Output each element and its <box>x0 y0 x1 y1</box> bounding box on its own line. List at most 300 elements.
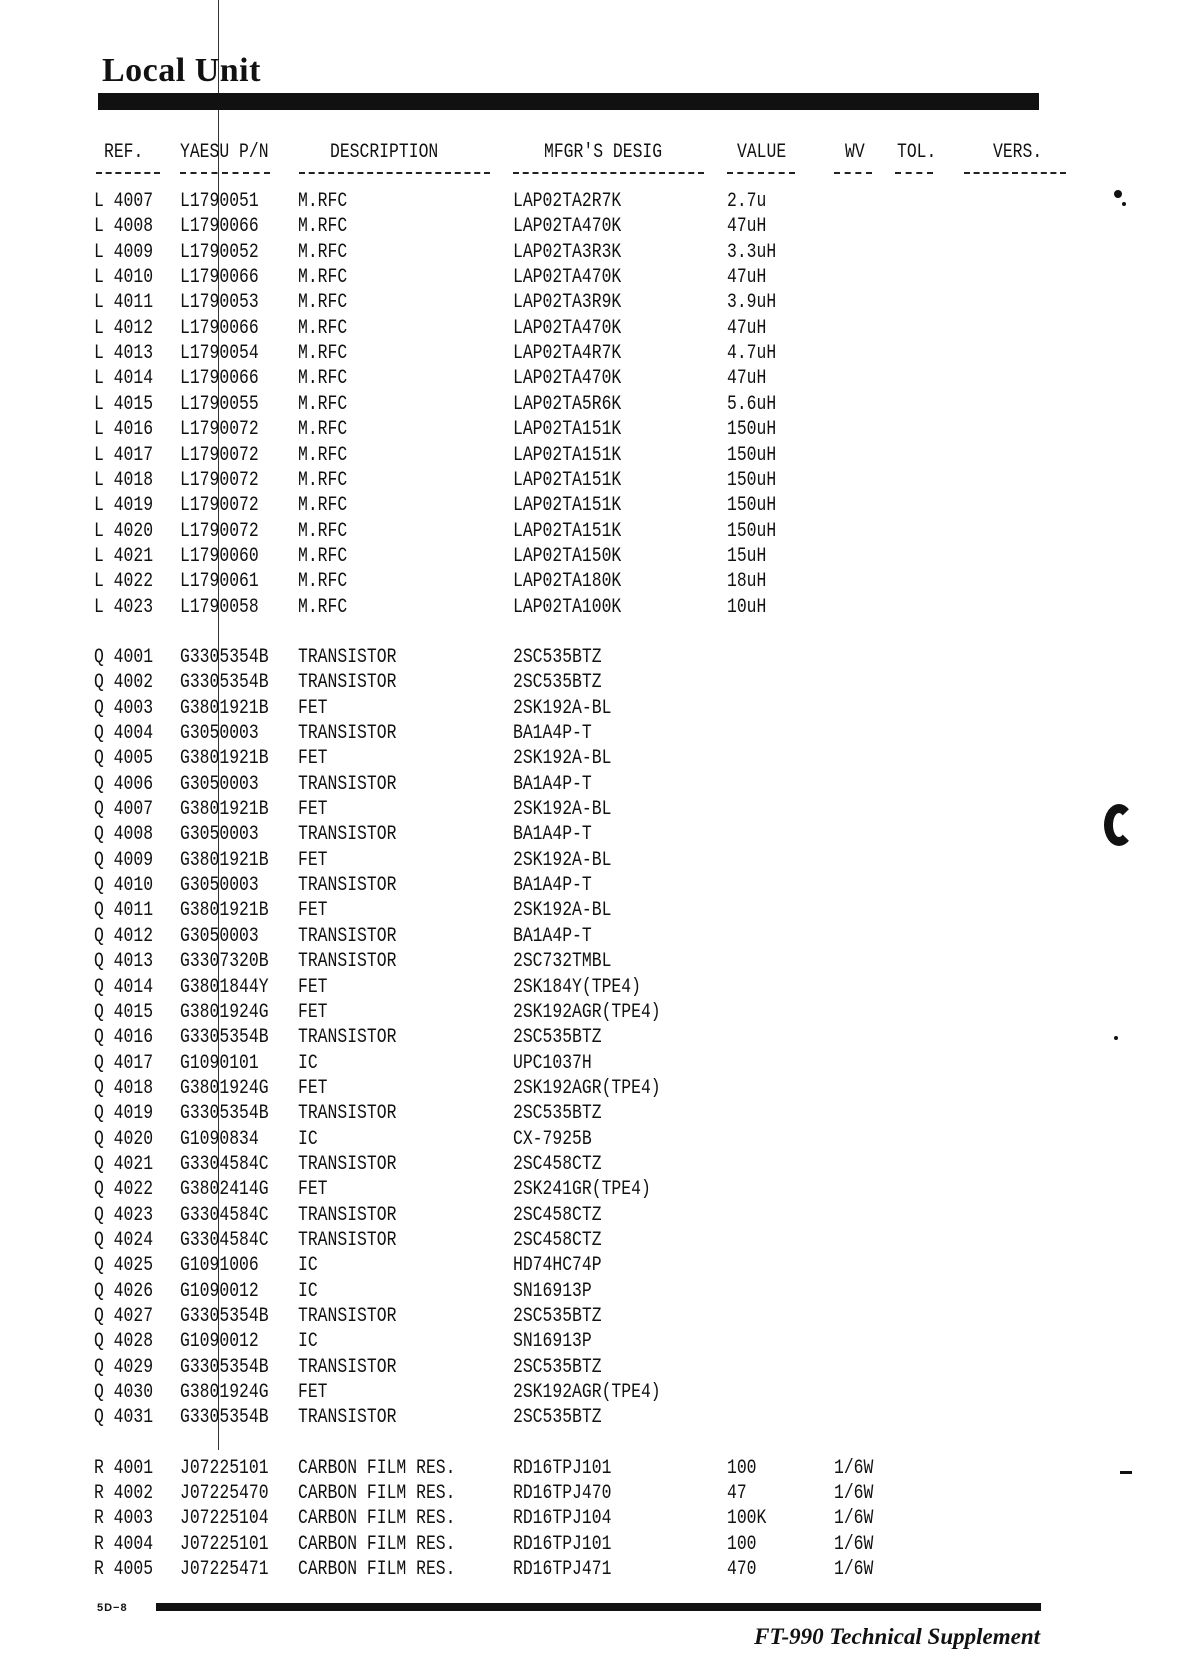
ref-cell: Q 4017 <box>94 1052 154 1075</box>
ref-cell: Q 4025 <box>94 1254 154 1277</box>
mfgr-desig-cell: LAP02TA470K <box>513 317 622 340</box>
table-row <box>0 570 1190 594</box>
ref-cell: Q 4007 <box>94 798 154 821</box>
part-number-cell: G1090012 <box>180 1330 259 1353</box>
value-cell: 150uH <box>727 418 777 441</box>
description-cell: FET <box>298 849 328 872</box>
mfgr-desig-cell: 2SK192A-BL <box>513 697 612 720</box>
ref-cell: L 4017 <box>94 444 154 467</box>
description-cell: CARBON FILM RES. <box>298 1457 456 1480</box>
table-row <box>0 1128 1190 1152</box>
description-cell: IC <box>298 1128 318 1151</box>
ref-cell: Q 4015 <box>94 1001 154 1024</box>
ref-cell: L 4019 <box>94 494 154 517</box>
mfgr-desig-cell: CX-7925B <box>513 1128 592 1151</box>
description-cell: FET <box>298 976 328 999</box>
part-number-cell: L1790053 <box>180 291 259 314</box>
description-cell: M.RFC <box>298 215 348 238</box>
table-row <box>0 1533 1190 1557</box>
description-cell: TRANSISTOR <box>298 823 397 846</box>
part-number-cell: J07225104 <box>180 1507 269 1530</box>
header-rule <box>299 172 490 174</box>
ref-cell: Q 4016 <box>94 1026 154 1049</box>
wv-cell: 1/6W <box>834 1507 874 1530</box>
part-number-cell: L1790054 <box>180 342 259 365</box>
value-cell: 100 <box>727 1457 757 1480</box>
mfgr-desig-cell: LAP02TA100K <box>513 596 622 619</box>
header-rule <box>895 172 933 174</box>
mfgr-desig-cell: RD16TPJ104 <box>513 1507 612 1530</box>
ref-cell: Q 4013 <box>94 950 154 973</box>
mfgr-desig-cell: 2SC535BTZ <box>513 1406 602 1429</box>
table-row <box>0 1356 1190 1380</box>
table-row <box>0 520 1190 544</box>
mfgr-desig-cell: 2SC458CTZ <box>513 1153 602 1176</box>
value-cell: 47uH <box>727 317 767 340</box>
value-cell: 18uH <box>727 570 767 593</box>
mfgr-desig-cell: 2SK192A-BL <box>513 899 612 922</box>
description-cell: M.RFC <box>298 342 348 365</box>
mfgr-desig-cell: LAP02TA4R7K <box>513 342 622 365</box>
description-cell: M.RFC <box>298 494 348 517</box>
mfgr-desig-cell: LAP02TA151K <box>513 418 622 441</box>
table-row <box>0 976 1190 1000</box>
description-cell: IC <box>298 1254 318 1277</box>
part-number-cell: G3801921B <box>180 697 269 720</box>
ref-cell: Q 4002 <box>94 671 154 694</box>
part-number-cell: G3801921B <box>180 849 269 872</box>
footer-bar <box>156 1603 1041 1611</box>
table-row <box>0 367 1190 391</box>
header-rule <box>834 172 872 174</box>
mfgr-desig-cell: SN16913P <box>513 1330 592 1353</box>
mfgr-desig-cell: LAP02TA151K <box>513 469 622 492</box>
part-number-cell: J07225101 <box>180 1533 269 1556</box>
ref-cell: L 4012 <box>94 317 154 340</box>
col-desc-header: DESCRIPTION <box>330 141 439 164</box>
mfgr-desig-cell: BA1A4P-T <box>513 823 592 846</box>
ref-cell: L 4015 <box>94 393 154 416</box>
description-cell: M.RFC <box>298 241 348 264</box>
description-cell: M.RFC <box>298 545 348 568</box>
mfgr-desig-cell: 2SC535BTZ <box>513 1102 602 1125</box>
header-rule <box>180 172 270 174</box>
ref-cell: R 4005 <box>94 1558 154 1581</box>
part-number-cell: G3305354B <box>180 1356 269 1379</box>
value-cell: 3.9uH <box>727 291 777 314</box>
ref-cell: R 4001 <box>94 1457 154 1480</box>
mfgr-desig-cell: 2SK192AGR(TPE4) <box>513 1381 661 1404</box>
ref-cell: Q 4009 <box>94 849 154 872</box>
description-cell: FET <box>298 798 328 821</box>
header-rule <box>964 172 1066 174</box>
ref-cell: L 4023 <box>94 596 154 619</box>
part-number-cell: G3305354B <box>180 1406 269 1429</box>
ref-cell: Q 4005 <box>94 747 154 770</box>
table-row <box>0 469 1190 493</box>
header-rule <box>727 172 795 174</box>
part-number-cell: G1090101 <box>180 1052 259 1075</box>
part-number-cell: G3305354B <box>180 646 269 669</box>
value-cell: 15uH <box>727 545 767 568</box>
part-number-cell: G3801924G <box>180 1077 269 1100</box>
mfgr-desig-cell: RD16TPJ101 <box>513 1533 612 1556</box>
mfgr-desig-cell: 2SC732TMBL <box>513 950 612 973</box>
description-cell: TRANSISTOR <box>298 773 397 796</box>
ref-cell: Q 4029 <box>94 1356 154 1379</box>
ref-cell: Q 4018 <box>94 1077 154 1100</box>
ref-cell: Q 4010 <box>94 874 154 897</box>
part-number-cell: L1790051 <box>180 190 259 213</box>
table-row <box>0 1229 1190 1253</box>
table-row <box>0 494 1190 518</box>
part-number-cell: L1790061 <box>180 570 259 593</box>
description-cell: M.RFC <box>298 596 348 619</box>
description-cell: M.RFC <box>298 367 348 390</box>
header-bar <box>98 93 1039 110</box>
value-cell: 150uH <box>727 520 777 543</box>
part-number-cell: L1790058 <box>180 596 259 619</box>
description-cell: M.RFC <box>298 469 348 492</box>
table-row <box>0 773 1190 797</box>
mfgr-desig-cell: LAP02TA150K <box>513 545 622 568</box>
value-cell: 47uH <box>727 266 767 289</box>
part-number-cell: L1790072 <box>180 520 259 543</box>
ref-cell: L 4010 <box>94 266 154 289</box>
table-row <box>0 697 1190 721</box>
table-row <box>0 1102 1190 1126</box>
description-cell: IC <box>298 1052 318 1075</box>
footer-title: FT-990 Technical Supplement <box>754 1624 1040 1649</box>
ref-cell: Q 4004 <box>94 722 154 745</box>
mfgr-desig-cell: LAP02TA151K <box>513 444 622 467</box>
description-cell: FET <box>298 1077 328 1100</box>
mfgr-desig-cell: 2SK192A-BL <box>513 798 612 821</box>
table-row <box>0 1280 1190 1304</box>
ref-cell: Q 4026 <box>94 1280 154 1303</box>
value-cell: 5.6uH <box>727 393 777 416</box>
col-mfgr-header: MFGR'S DESIG <box>544 141 663 164</box>
table-row <box>0 1178 1190 1202</box>
value-cell: 4.7uH <box>727 342 777 365</box>
value-cell: 470 <box>727 1558 757 1581</box>
table-row <box>0 317 1190 341</box>
part-number-cell: G3050003 <box>180 925 259 948</box>
wv-cell: 1/6W <box>834 1457 874 1480</box>
table-row <box>0 646 1190 670</box>
ref-cell: Q 4030 <box>94 1381 154 1404</box>
mfgr-desig-cell: LAP02TA151K <box>513 494 622 517</box>
part-number-cell: L1790066 <box>180 266 259 289</box>
ref-cell: R 4003 <box>94 1507 154 1530</box>
table-row <box>0 190 1190 214</box>
table-row <box>0 393 1190 417</box>
description-cell: CARBON FILM RES. <box>298 1533 456 1556</box>
ref-cell: Q 4020 <box>94 1128 154 1151</box>
part-number-cell: G3050003 <box>180 773 259 796</box>
table-row <box>0 291 1190 315</box>
mfgr-desig-cell: 2SC458CTZ <box>513 1229 602 1252</box>
description-cell: TRANSISTOR <box>298 874 397 897</box>
part-number-cell: J07225470 <box>180 1482 269 1505</box>
ref-cell: Q 4001 <box>94 646 154 669</box>
table-row <box>0 1507 1190 1531</box>
page-title: Local Unit <box>102 52 261 89</box>
table-row <box>0 1482 1190 1506</box>
mfgr-desig-cell: 2SC458CTZ <box>513 1204 602 1227</box>
description-cell: FET <box>298 1178 328 1201</box>
table-row <box>0 1406 1190 1430</box>
table-row <box>0 1254 1190 1278</box>
table-row <box>0 1558 1190 1582</box>
ref-cell: Q 4006 <box>94 773 154 796</box>
value-cell: 47 <box>727 1482 747 1505</box>
scan-speck <box>1114 190 1122 198</box>
mfgr-desig-cell: 2SC535BTZ <box>513 1026 602 1049</box>
description-cell: CARBON FILM RES. <box>298 1482 456 1505</box>
scan-speck <box>1122 202 1126 206</box>
table-row <box>0 823 1190 847</box>
description-cell: TRANSISTOR <box>298 1229 397 1252</box>
col-pn-header: YAESU P/N <box>180 141 269 164</box>
part-number-cell: L1790060 <box>180 545 259 568</box>
part-number-cell: G3050003 <box>180 874 259 897</box>
value-cell: 47uH <box>727 367 767 390</box>
part-number-cell: G3307320B <box>180 950 269 973</box>
mfgr-desig-cell: LAP02TA470K <box>513 215 622 238</box>
part-number-cell: L1790066 <box>180 367 259 390</box>
table-row <box>0 1153 1190 1177</box>
part-number-cell: G3801921B <box>180 899 269 922</box>
mfgr-desig-cell: BA1A4P-T <box>513 722 592 745</box>
table-row <box>0 596 1190 620</box>
part-number-cell: G3304584C <box>180 1229 269 1252</box>
mfgr-desig-cell: 2SC535BTZ <box>513 1305 602 1328</box>
col-value-header: VALUE <box>737 141 787 164</box>
part-number-cell: J07225101 <box>180 1457 269 1480</box>
table-row <box>0 747 1190 771</box>
description-cell: FET <box>298 697 328 720</box>
mfgr-desig-cell: HD74HC74P <box>513 1254 602 1277</box>
ref-cell: Q 4021 <box>94 1153 154 1176</box>
table-row <box>0 1204 1190 1228</box>
description-cell: TRANSISTOR <box>298 671 397 694</box>
table-row <box>0 1381 1190 1405</box>
ref-cell: L 4022 <box>94 570 154 593</box>
ref-cell: L 4011 <box>94 291 154 314</box>
table-row <box>0 874 1190 898</box>
header-rule <box>513 172 704 174</box>
value-cell: 2.7u <box>727 190 767 213</box>
description-cell: TRANSISTOR <box>298 722 397 745</box>
part-number-cell: L1790066 <box>180 317 259 340</box>
value-cell: 150uH <box>727 494 777 517</box>
mfgr-desig-cell: BA1A4P-T <box>513 874 592 897</box>
part-number-cell: G3050003 <box>180 823 259 846</box>
table-row <box>0 899 1190 923</box>
col-vers-header: VERS. <box>993 141 1043 164</box>
description-cell: M.RFC <box>298 291 348 314</box>
description-cell: TRANSISTOR <box>298 1102 397 1125</box>
table-row <box>0 950 1190 974</box>
ref-cell: L 4008 <box>94 215 154 238</box>
ref-cell: L 4009 <box>94 241 154 264</box>
description-cell: FET <box>298 1001 328 1024</box>
part-number-cell: L1790072 <box>180 418 259 441</box>
table-row <box>0 925 1190 949</box>
table-header <box>0 141 1190 165</box>
part-number-cell: G3305354B <box>180 1305 269 1328</box>
wv-cell: 1/6W <box>834 1558 874 1581</box>
ref-cell: L 4018 <box>94 469 154 492</box>
table-row <box>0 545 1190 569</box>
description-cell: TRANSISTOR <box>298 1356 397 1379</box>
description-cell: FET <box>298 1381 328 1404</box>
description-cell: TRANSISTOR <box>298 1305 397 1328</box>
value-cell: 3.3uH <box>727 241 777 264</box>
description-cell: FET <box>298 899 328 922</box>
mfgr-desig-cell: UPC1037H <box>513 1052 592 1075</box>
table-row <box>0 1001 1190 1025</box>
description-cell: CARBON FILM RES. <box>298 1507 456 1530</box>
wv-cell: 1/6W <box>834 1533 874 1556</box>
description-cell: M.RFC <box>298 418 348 441</box>
ref-cell: L 4007 <box>94 190 154 213</box>
description-cell: FET <box>298 747 328 770</box>
table-row <box>0 241 1190 265</box>
mfgr-desig-cell: 2SK241GR(TPE4) <box>513 1178 651 1201</box>
table-row <box>0 342 1190 366</box>
mfgr-desig-cell: LAP02TA470K <box>513 367 622 390</box>
wv-cell: 1/6W <box>834 1482 874 1505</box>
mfgr-desig-cell: LAP02TA180K <box>513 570 622 593</box>
ref-cell: Q 4027 <box>94 1305 154 1328</box>
mfgr-desig-cell: 2SC535BTZ <box>513 646 602 669</box>
mfgr-desig-cell: RD16TPJ471 <box>513 1558 612 1581</box>
table-row <box>0 444 1190 468</box>
part-number-cell: L1790052 <box>180 241 259 264</box>
value-cell: 47uH <box>727 215 767 238</box>
scan-speck <box>1120 1471 1132 1474</box>
part-number-cell: L1790066 <box>180 215 259 238</box>
description-cell: M.RFC <box>298 266 348 289</box>
table-row <box>0 1457 1190 1481</box>
value-cell: 100K <box>727 1507 767 1530</box>
description-cell: IC <box>298 1330 318 1353</box>
part-number-cell: L1790072 <box>180 469 259 492</box>
part-number-cell: G3801844Y <box>180 976 269 999</box>
description-cell: M.RFC <box>298 190 348 213</box>
ref-cell: R 4004 <box>94 1533 154 1556</box>
ref-cell: Q 4031 <box>94 1406 154 1429</box>
description-cell: M.RFC <box>298 317 348 340</box>
ref-cell: Q 4019 <box>94 1102 154 1125</box>
mfgr-desig-cell: 2SK192A-BL <box>513 747 612 770</box>
mfgr-desig-cell: LAP02TA470K <box>513 266 622 289</box>
description-cell: M.RFC <box>298 570 348 593</box>
ref-cell: L 4021 <box>94 545 154 568</box>
mfgr-desig-cell: 2SK184Y(TPE4) <box>513 976 641 999</box>
ref-cell: L 4020 <box>94 520 154 543</box>
col-tol-header: TOL. <box>897 141 937 164</box>
part-number-cell: G3305354B <box>180 1026 269 1049</box>
ref-cell: Q 4011 <box>94 899 154 922</box>
ref-cell: Q 4003 <box>94 697 154 720</box>
mfgr-desig-cell: 2SK192AGR(TPE4) <box>513 1077 661 1100</box>
description-cell: M.RFC <box>298 520 348 543</box>
part-number-cell: G3050003 <box>180 722 259 745</box>
page-number: 5D−8 <box>97 1602 128 1614</box>
description-cell: M.RFC <box>298 393 348 416</box>
part-number-cell: G1090012 <box>180 1280 259 1303</box>
header-rule <box>96 172 160 174</box>
part-number-cell: G1090834 <box>180 1128 259 1151</box>
ref-cell: Q 4012 <box>94 925 154 948</box>
part-number-cell: G3802414G <box>180 1178 269 1201</box>
part-number-cell: J07225471 <box>180 1558 269 1581</box>
table-row <box>0 722 1190 746</box>
description-cell: TRANSISTOR <box>298 1406 397 1429</box>
ref-cell: Q 4022 <box>94 1178 154 1201</box>
value-cell: 100 <box>727 1533 757 1556</box>
mfgr-desig-cell: LAP02TA5R6K <box>513 393 622 416</box>
mfgr-desig-cell: RD16TPJ470 <box>513 1482 612 1505</box>
part-number-cell: L1790055 <box>180 393 259 416</box>
value-cell: 10uH <box>727 596 767 619</box>
table-row <box>0 849 1190 873</box>
table-row <box>0 418 1190 442</box>
mfgr-desig-cell: 2SK192A-BL <box>513 849 612 872</box>
ref-cell: R 4002 <box>94 1482 154 1505</box>
part-number-cell: G3305354B <box>180 671 269 694</box>
description-cell: CARBON FILM RES. <box>298 1558 456 1581</box>
ref-cell: Q 4023 <box>94 1204 154 1227</box>
value-cell: 150uH <box>727 469 777 492</box>
part-number-cell: G3801921B <box>180 798 269 821</box>
description-cell: IC <box>298 1280 318 1303</box>
ref-cell: L 4016 <box>94 418 154 441</box>
description-cell: TRANSISTOR <box>298 646 397 669</box>
part-number-cell: G3304584C <box>180 1153 269 1176</box>
mfgr-desig-cell: LAP02TA3R3K <box>513 241 622 264</box>
scan-speck <box>1114 1036 1118 1040</box>
part-number-cell: G3801921B <box>180 747 269 770</box>
description-cell: TRANSISTOR <box>298 1153 397 1176</box>
description-cell: TRANSISTOR <box>298 1204 397 1227</box>
table-row <box>0 798 1190 822</box>
table-row <box>0 1077 1190 1101</box>
part-number-cell: G3801924G <box>180 1381 269 1404</box>
value-cell: 150uH <box>727 444 777 467</box>
ref-cell: L 4014 <box>94 367 154 390</box>
table-row <box>0 266 1190 290</box>
part-number-cell: G1091006 <box>180 1254 259 1277</box>
ref-cell: Q 4014 <box>94 976 154 999</box>
description-cell: M.RFC <box>298 444 348 467</box>
part-number-cell: G3304584C <box>180 1204 269 1227</box>
description-cell: TRANSISTOR <box>298 1026 397 1049</box>
table-row <box>0 215 1190 239</box>
col-ref-header: REF. <box>104 141 144 164</box>
mfgr-desig-cell: LAP02TA151K <box>513 520 622 543</box>
mfgr-desig-cell: LAP02TA2R7K <box>513 190 622 213</box>
col-wv-header: WV <box>845 141 865 164</box>
mfgr-desig-cell: 2SC535BTZ <box>513 1356 602 1379</box>
mfgr-desig-cell: 2SC535BTZ <box>513 671 602 694</box>
mfgr-desig-cell: SN16913P <box>513 1280 592 1303</box>
table-row <box>0 1026 1190 1050</box>
part-number-cell: L1790072 <box>180 494 259 517</box>
